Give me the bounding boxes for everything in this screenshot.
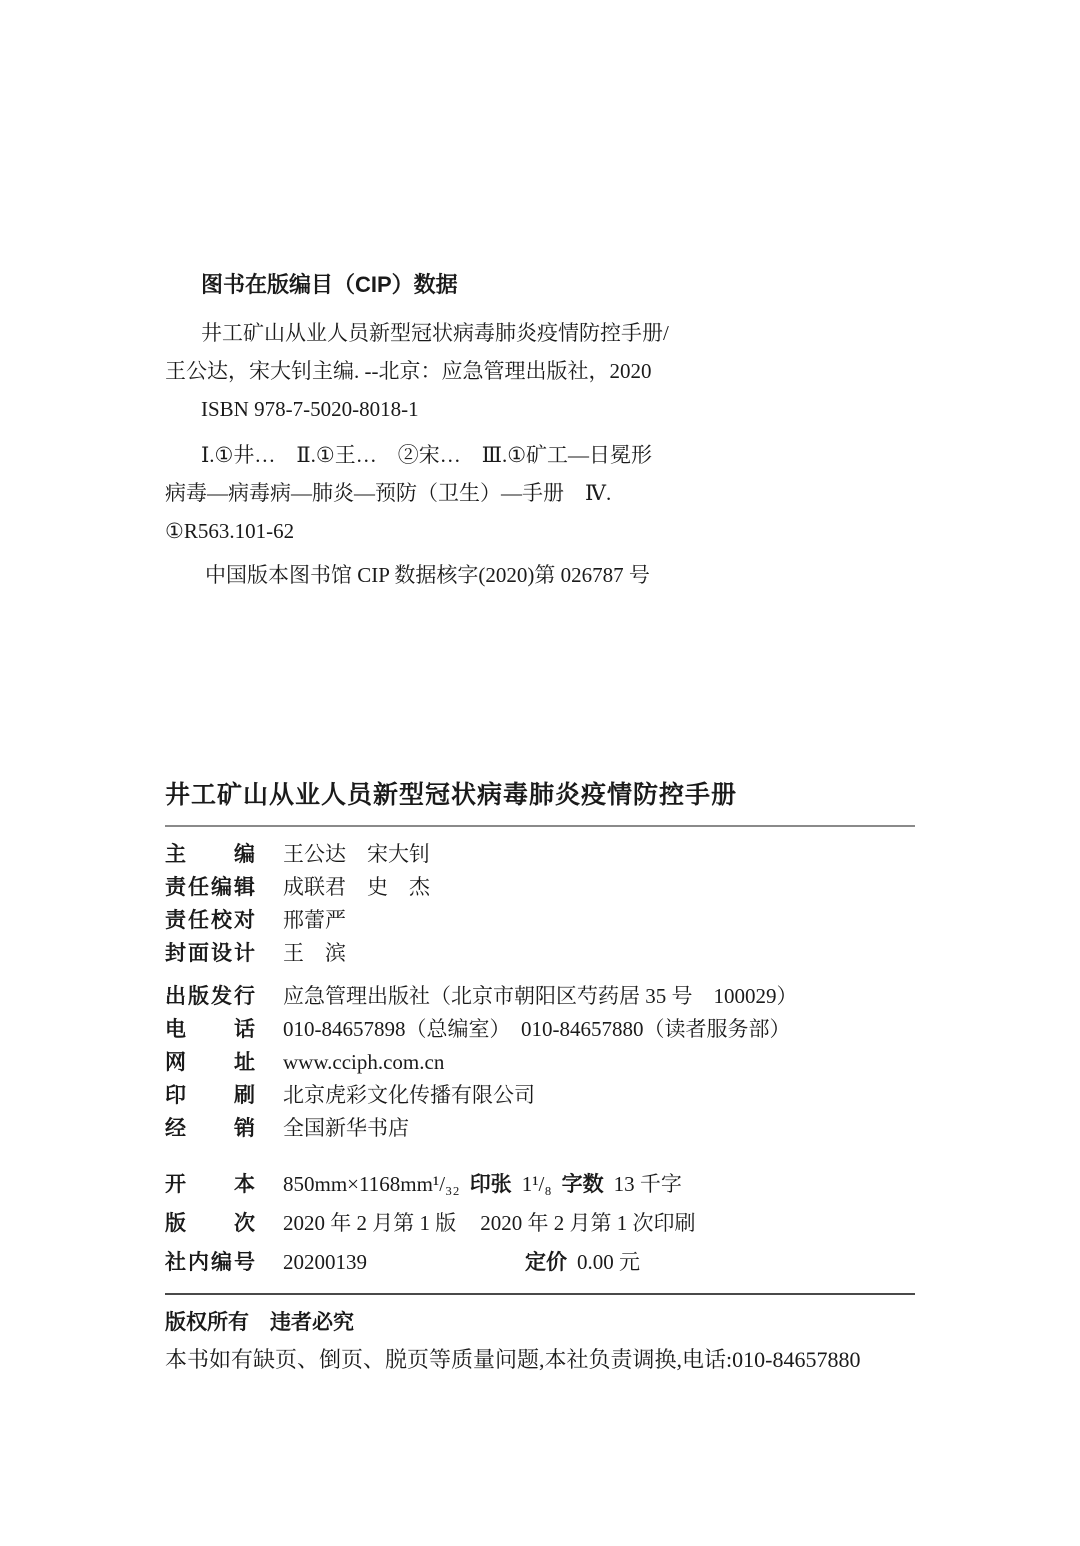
row-label: 印刷 [165, 1084, 255, 1107]
format-row-size [165, 1166, 915, 1205]
price-value: 0.00 元 [577, 1250, 640, 1274]
row-value: www.cciph.com.cn [283, 1050, 445, 1074]
publishing-row-publisher [165, 981, 915, 1014]
row-label: 责任编辑 [165, 876, 255, 899]
staff-row-cover-designer [165, 938, 915, 971]
staff-row-responsible-editor [165, 872, 915, 905]
row-value: 王 滨 [283, 941, 346, 965]
row-label: 出版发行 [165, 985, 255, 1008]
publishing-section [165, 981, 915, 1146]
row-value: 应急管理出版社（北京市朝阳区芍药居 35 号 100029） [283, 984, 798, 1008]
cip-classification [165, 436, 915, 550]
staff-row-chief-editor [165, 839, 915, 872]
row-label: 开本 [165, 1173, 255, 1196]
book-title: 井工矿山从业人员新型冠状病毒肺炎疫情防控手册 [165, 781, 738, 809]
cip-record-number: 中国版本图书馆 CIP 数据核字(2020)第 026787 号 [205, 563, 650, 587]
cip-description [165, 314, 915, 428]
row-label: 版次 [165, 1212, 255, 1235]
row-label: 经销 [165, 1117, 255, 1140]
word-count-label: 字数 [561, 1173, 604, 1196]
row-value: 王公达 宋大钊 [283, 842, 430, 866]
row-value: 全国新华书店 [283, 1116, 409, 1140]
publishing-row-website [165, 1047, 915, 1080]
footer-divider [165, 1293, 915, 1295]
row-label: 封面设计 [165, 942, 255, 965]
title-divider [165, 825, 915, 827]
cip-classification-line2: 病毒—病毒病—肺炎—预防（卫生）—手册 Ⅳ. [165, 481, 612, 505]
internal-number-value: 20200139 [283, 1250, 367, 1274]
row-value: 邢蕾严 [283, 908, 346, 932]
row-value: 北京虎彩文化传播有限公司 [283, 1083, 535, 1107]
cip-description-line1: 井工矿山从业人员新型冠状病毒肺炎疫情防控手册/ [201, 321, 669, 345]
row-label: 网址 [165, 1051, 255, 1074]
cip-header: 图书在版编目（CIP）数据 [201, 272, 458, 297]
staff-section [165, 839, 915, 971]
copyright-statement: 版权所有 违者必究 [165, 1311, 354, 1334]
publishing-row-printer [165, 1080, 915, 1113]
word-count-value: 13 千字 [613, 1172, 682, 1196]
row-label: 社内编号 [165, 1251, 255, 1274]
cip-description-line2: 王公达，宋大钊主编. --北京：应急管理出版社，2020 [165, 359, 652, 383]
printing-value: 2020 年 2 月第 1 次印刷 [480, 1211, 696, 1235]
format-size-value: 850mm×1168mm¹/₃₂ [283, 1172, 460, 1196]
row-value: 010-84657898（总编室） 010-84657880（读者服务部） [283, 1017, 791, 1041]
row-label: 主编 [165, 843, 255, 866]
row-label: 电话 [165, 1018, 255, 1041]
price-label: 定价 [525, 1251, 567, 1274]
publishing-row-distributor [165, 1113, 915, 1146]
publishing-row-phone [165, 1014, 915, 1047]
format-section [165, 1166, 915, 1283]
sheet-count-value: 1¹/₈ [521, 1172, 552, 1196]
format-row-internal-number [165, 1244, 915, 1283]
cip-isbn: ISBN 978-7-5020-8018-1 [201, 397, 419, 421]
quality-notice: 本书如有缺页、倒页、脱页等质量问题,本社负责调换,电话:010-84657880 [165, 1347, 861, 1372]
edition-value: 2020 年 2 月第 1 版 [283, 1211, 457, 1235]
cip-classification-line3: ①R563.101-62 [165, 519, 295, 543]
row-value: 成联君 史 杰 [283, 875, 430, 899]
staff-row-proofreader [165, 905, 915, 938]
format-row-edition [165, 1205, 915, 1244]
row-label: 责任校对 [165, 909, 255, 932]
cip-classification-line1: Ⅰ.①井… Ⅱ.①王… ②宋… Ⅲ.①矿工—日冕形 [201, 443, 653, 467]
sheet-count-label: 印张 [469, 1173, 512, 1196]
